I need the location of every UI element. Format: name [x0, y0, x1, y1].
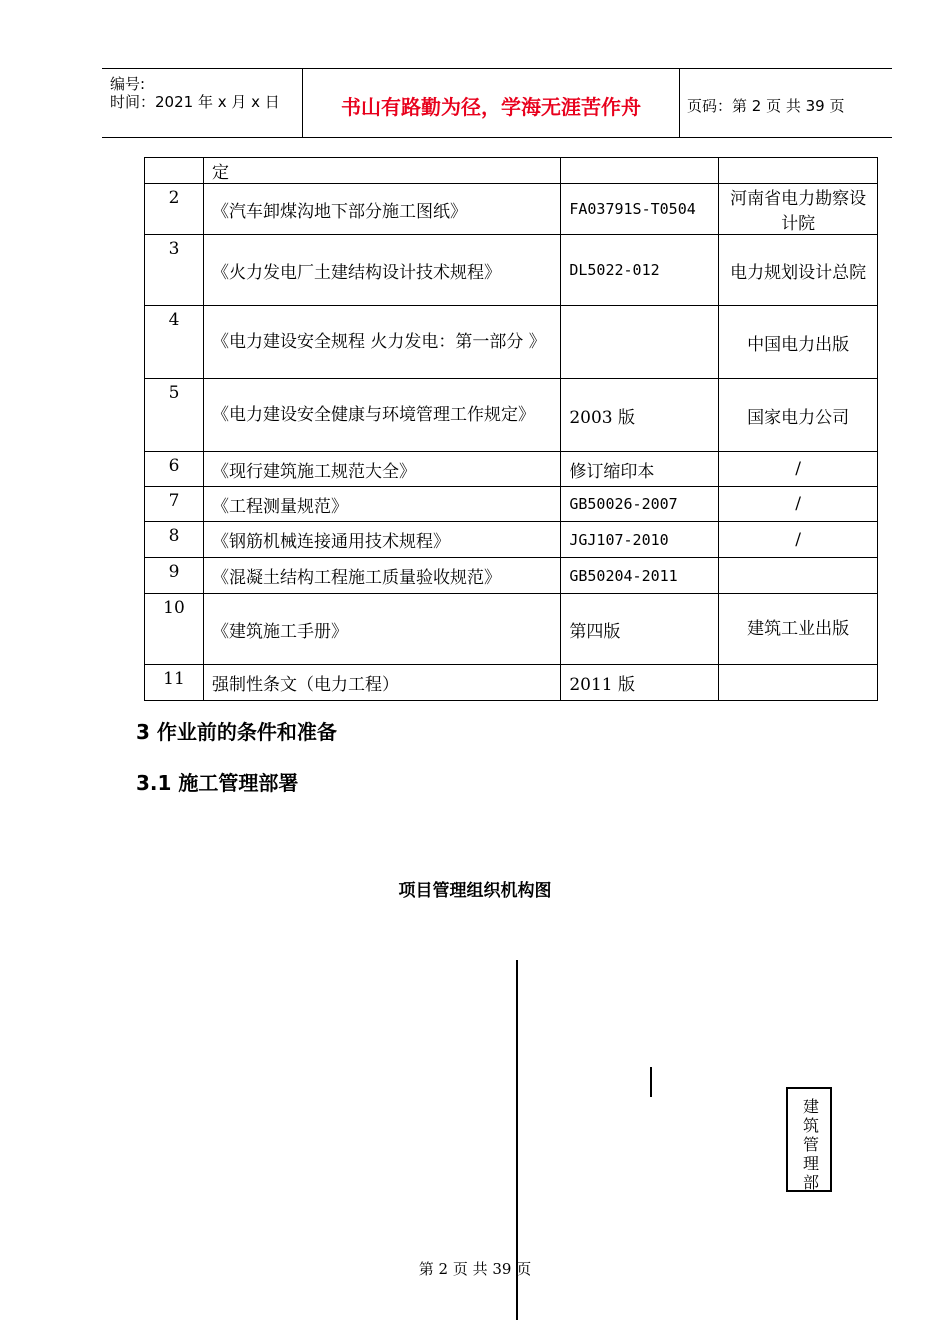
document-publisher: [719, 665, 878, 701]
row-number: 9: [145, 558, 204, 594]
header-page-cell: [679, 69, 892, 137]
document-publisher: /: [719, 487, 878, 522]
document-code: 第四版: [561, 594, 719, 665]
document-title: 《建筑施工手册》: [203, 594, 560, 665]
table-row: [145, 487, 878, 522]
page-header: [102, 68, 892, 138]
document-publisher: 河南省电力勘察设计院: [719, 184, 878, 235]
reference-standards-table: [144, 157, 878, 701]
document-code: 2003 版: [561, 379, 719, 452]
table-row: [145, 235, 878, 306]
document-code: DL5022-012: [561, 235, 719, 306]
table-row: [145, 379, 878, 452]
row-number: [145, 158, 204, 184]
document-code: [561, 306, 719, 379]
document-publisher: [719, 558, 878, 594]
document-title: 《电力建设安全规程 火力发电：第一部分 》: [203, 306, 560, 379]
row-number: 4: [145, 306, 204, 379]
row-number: 10: [145, 594, 204, 665]
header-page-info: 页码：第 2 页 共 39 页: [687, 97, 845, 115]
document-publisher: /: [719, 522, 878, 558]
row-number: 3: [145, 235, 204, 306]
document-date: 时间：2021 年 x 月 x 日: [110, 93, 280, 111]
row-number: 5: [145, 379, 204, 452]
header-motto: 书山有路勤为径，学海无涯苦作舟: [341, 95, 641, 119]
document-publisher: 国家电力公司: [719, 379, 878, 452]
table-row: [145, 594, 878, 665]
document-publisher: /: [719, 452, 878, 487]
table-row: [145, 306, 878, 379]
table-row: [145, 158, 878, 184]
org-chart-connector-line: [650, 1067, 652, 1097]
document-code: 修订缩印本: [561, 452, 719, 487]
subsection-heading: 3.1 施工管理部署: [136, 771, 299, 795]
document-code: FA03791S-T0504: [561, 184, 719, 235]
document-title: 强制性条文（电力工程）: [203, 665, 560, 701]
document-title: 定: [203, 158, 560, 184]
document-code: GB50026-2007: [561, 487, 719, 522]
table-row: [145, 522, 878, 558]
org-chart-box-construction-dept: [786, 1087, 832, 1192]
document-code: 2011 版: [561, 665, 719, 701]
table-row: [145, 452, 878, 487]
document-title: 《电力建设安全健康与环境管理工作规定》: [203, 379, 560, 452]
org-chart-title: 项目管理组织机构图: [398, 881, 552, 901]
document-title: 《钢筋机械连接通用技术规程》: [203, 522, 560, 558]
document-title: 《火力发电厂土建结构设计技术规程》: [203, 235, 560, 306]
section-heading: 3 作业前的条件和准备: [136, 720, 337, 744]
document-code: GB50204-2011: [561, 558, 719, 594]
document-publisher: [719, 158, 878, 184]
row-number: 8: [145, 522, 204, 558]
document-code: [561, 158, 719, 184]
document-code: JGJ107-2010: [561, 522, 719, 558]
document-title: 《现行建筑施工规范大全》: [203, 452, 560, 487]
document-title: 《工程测量规范》: [203, 487, 560, 522]
header-motto-cell: [302, 69, 680, 137]
org-chart-box-label: 建筑管理部: [802, 1097, 819, 1192]
document-code-label: 编号:: [110, 75, 146, 93]
document-publisher: 建筑工业出版: [719, 594, 878, 665]
table-row: [145, 558, 878, 594]
row-number: 6: [145, 452, 204, 487]
table-row: [145, 665, 878, 701]
document-title: 《混凝土结构工程施工质量验收规范》: [203, 558, 560, 594]
row-number: 2: [145, 184, 204, 235]
table-row: [145, 184, 878, 235]
page-footer: 第 2 页 共 39 页: [418, 1260, 532, 1278]
header-meta-cell: [102, 69, 302, 137]
row-number: 7: [145, 487, 204, 522]
row-number: 11: [145, 665, 204, 701]
document-publisher: 中国电力出版: [719, 306, 878, 379]
document-publisher: 电力规划设计总院: [719, 235, 878, 306]
document-title: 《汽车卸煤沟地下部分施工图纸》: [203, 184, 560, 235]
